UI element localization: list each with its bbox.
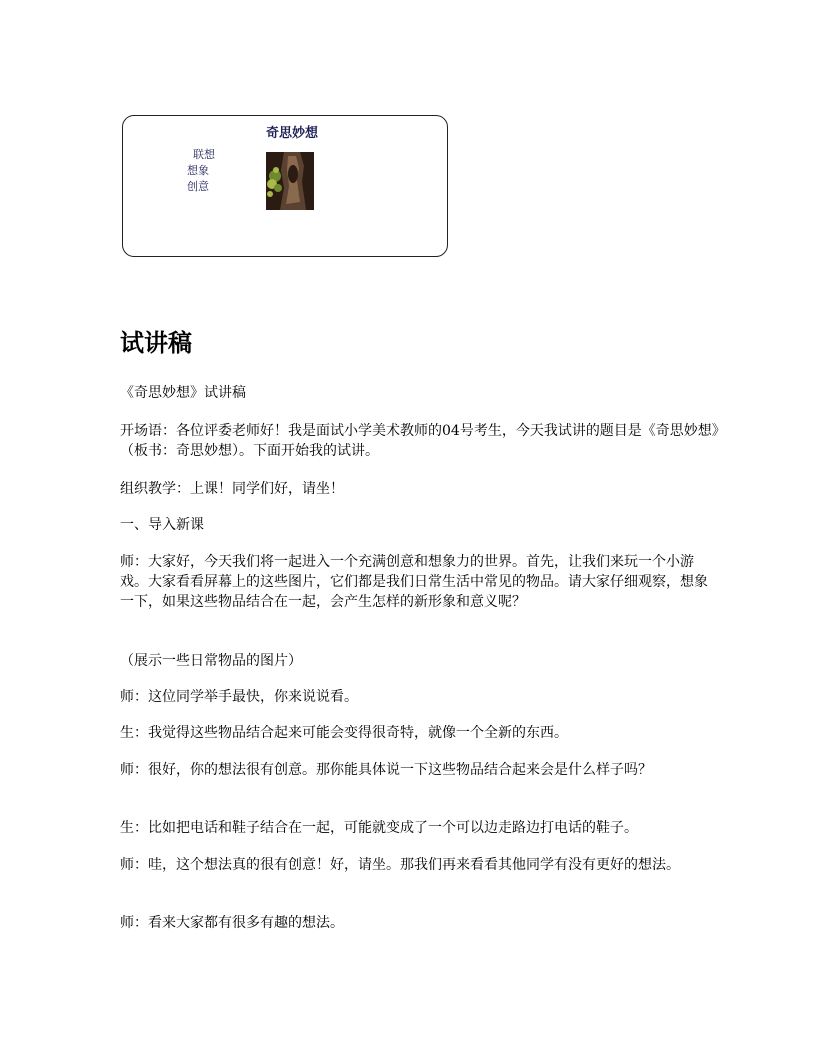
blackboard-slide: [122, 115, 448, 257]
teacher-line-praise: 师：哇，这个想法真的很有创意！好，请坐。那我们再来看看其他同学有没有更好的想法。: [120, 857, 680, 873]
teacher-paragraph-intro-game: 师：大家好，今天我们将一起进入一个充满创意和想象力的世界。首先，让我们来玩一个小游戏。大家看看屏幕上的这些图片，它们都是我们日常生活中常见的物品。请大家仔细观察，想象一下，如果这些物品结合在一起，会产生怎样的新形象和意义呢？: [120, 554, 708, 610]
student-line-strange: 生：我觉得这些物品结合起来可能会变得很奇特，就像一个全新的东西。: [120, 725, 568, 741]
board-keyword-creativity: 创意: [187, 180, 209, 193]
teacher-line-summary: 师：看来大家都有很多有趣的想法。: [120, 915, 344, 931]
doc-title-line: 《奇思妙想》试讲稿: [120, 385, 246, 401]
class-organization: 组织教学：上课！同学们好，请坐！: [120, 481, 344, 497]
section-heading-introduction: 一、导入新课: [120, 517, 204, 533]
stage-direction-show-images: （展示一些日常物品的图片）: [120, 653, 302, 669]
board-title: 奇思妙想: [265, 126, 318, 141]
opening-remarks: 开场语：各位评委老师好！我是面试小学美术教师的04号考生，今天我试讲的题目是《奇思妙想》（板书：奇思妙想）。下面开始我的试讲。: [120, 423, 719, 459]
teacher-line-call-student: 师：这位同学举手最快，你来说说看。: [120, 689, 358, 705]
teacher-line-ask-detail: 师：很好，你的想法很有创意。那你能具体说一下这些物品结合起来会是什么样子吗？: [120, 762, 652, 778]
board-keyword-imagination: 想象: [187, 164, 209, 177]
student-line-phone-shoe: 生：比如把电话和鞋子结合在一起，可能就变成了一个可以边走路边打电话的鞋子。: [120, 820, 638, 836]
board-keyword-association: 联想: [193, 148, 215, 161]
creative-tree-photo: [266, 152, 314, 210]
document-heading: 试讲稿: [120, 329, 192, 357]
creative-tree-photo-graphic: [266, 152, 314, 210]
